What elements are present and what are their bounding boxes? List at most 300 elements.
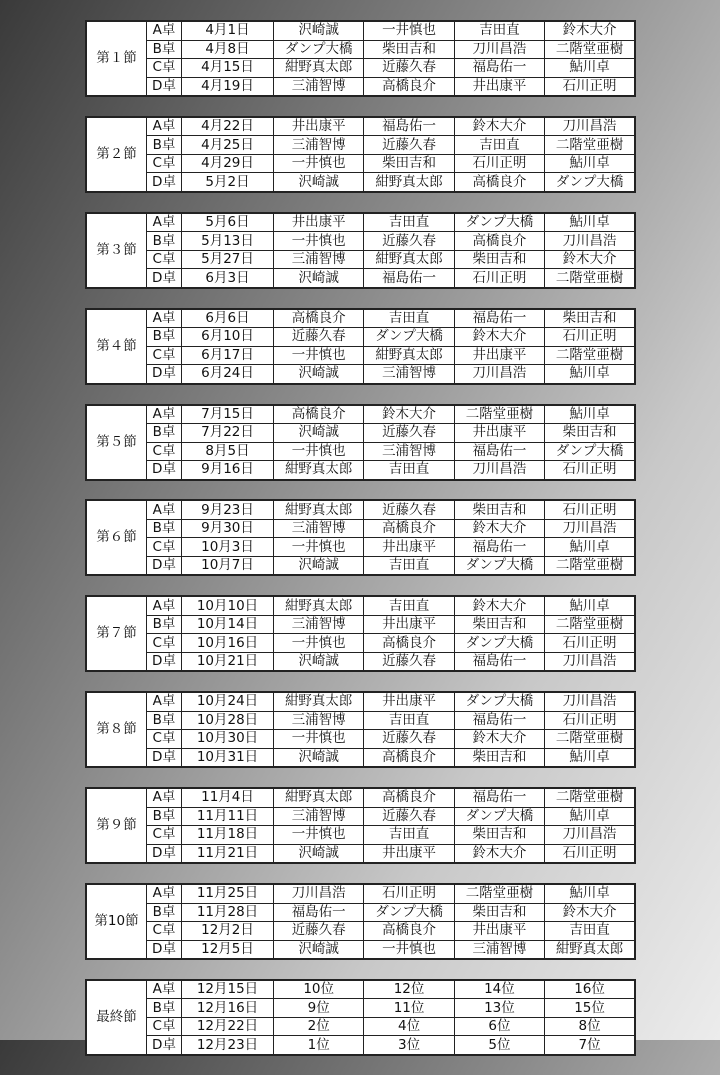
player-cell: 鈴木大介 (545, 250, 635, 269)
player-cell: 沢崎誠 (274, 21, 364, 40)
round-label: 第３節 (86, 213, 147, 288)
player-cell: 二階堂亜樹 (545, 730, 635, 749)
player-cell: 高橋良介 (364, 634, 454, 653)
table-row (86, 269, 635, 288)
player-cell: 福島佑一 (454, 711, 544, 730)
table-row (86, 117, 635, 136)
table-id: D卓 (147, 556, 182, 575)
match-date: 4月22日 (182, 117, 274, 136)
table-id: B卓 (147, 136, 182, 155)
player-cell: 鮎川卓 (545, 213, 635, 232)
round-label: 最終節 (86, 980, 147, 1055)
match-date: 4月8日 (182, 40, 274, 59)
table-id: D卓 (147, 461, 182, 480)
player-cell: 刀川昌浩 (454, 365, 544, 384)
player-cell: 柴田吉和 (364, 154, 454, 173)
player-cell: 吉田直 (364, 461, 454, 480)
player-cell: 紺野真太郎 (274, 59, 364, 78)
player-cell: ダンプ大橋 (364, 903, 454, 922)
player-cell: 一井慎也 (274, 154, 364, 173)
table-id: D卓 (147, 844, 182, 863)
table-id: B卓 (147, 424, 182, 443)
match-date: 11月18日 (182, 826, 274, 845)
player-cell: 紺野真太郎 (364, 250, 454, 269)
table-id: C卓 (147, 826, 182, 845)
player-cell: 刀川昌浩 (454, 40, 544, 59)
round-table (85, 308, 636, 385)
table-id: C卓 (147, 59, 182, 78)
player-cell: 一井慎也 (274, 538, 364, 557)
player-cell: 沢崎誠 (274, 844, 364, 863)
player-cell: 高橋良介 (364, 748, 454, 767)
player-cell: 井出康平 (454, 77, 544, 96)
table-id: B卓 (147, 615, 182, 634)
player-cell: 鮎川卓 (545, 748, 635, 767)
player-cell: 鈴木大介 (454, 117, 544, 136)
round-label: 第９節 (86, 788, 147, 863)
player-cell: 刀川昌浩 (274, 884, 364, 903)
round-table (85, 595, 636, 672)
player-cell: 近藤久春 (364, 136, 454, 155)
player-cell: 福島佑一 (454, 59, 544, 78)
player-cell: 柴田吉和 (454, 615, 544, 634)
match-date: 7月22日 (182, 424, 274, 443)
player-cell: 二階堂亜樹 (545, 556, 635, 575)
match-date: 10月30日 (182, 730, 274, 749)
table-id: D卓 (147, 365, 182, 384)
match-date: 11月11日 (182, 807, 274, 826)
player-cell: 吉田直 (454, 136, 544, 155)
player-cell: 16位 (545, 980, 635, 999)
player-cell: 柴田吉和 (364, 40, 454, 59)
player-cell: 石川正明 (454, 269, 544, 288)
match-date: 10月3日 (182, 538, 274, 557)
player-cell: 紺野真太郎 (274, 692, 364, 711)
player-cell: ダンプ大橋 (545, 442, 635, 461)
round-table (85, 212, 636, 289)
table-row (86, 940, 635, 959)
match-date: 12月22日 (182, 1017, 274, 1036)
match-date: 4月25日 (182, 136, 274, 155)
player-cell: 柴田吉和 (454, 826, 544, 845)
table-row (86, 999, 635, 1018)
player-cell: 二階堂亜樹 (545, 615, 635, 634)
player-cell: 福島佑一 (454, 652, 544, 671)
table-id: D卓 (147, 269, 182, 288)
player-cell: 沢崎誠 (274, 556, 364, 575)
table-id: A卓 (147, 596, 182, 615)
player-cell: 三浦智博 (274, 250, 364, 269)
table-id: D卓 (147, 1036, 182, 1055)
table-row (86, 556, 635, 575)
player-cell: 紺野真太郎 (545, 940, 635, 959)
match-date: 6月17日 (182, 346, 274, 365)
match-date: 12月16日 (182, 999, 274, 1018)
match-date: 11月21日 (182, 844, 274, 863)
player-cell: 近藤久春 (274, 328, 364, 347)
player-cell: 12位 (364, 980, 454, 999)
player-cell: ダンプ大橋 (454, 634, 544, 653)
round-label: 第４節 (86, 309, 147, 384)
player-cell: 一井慎也 (274, 730, 364, 749)
table-id: B卓 (147, 807, 182, 826)
player-cell: 13位 (454, 999, 544, 1018)
player-cell: 井出康平 (364, 692, 454, 711)
table-row (86, 154, 635, 173)
table-row (86, 346, 635, 365)
player-cell: 紺野真太郎 (364, 173, 454, 192)
round-table (85, 691, 636, 768)
table-row (86, 807, 635, 826)
player-cell: 鈴木大介 (454, 519, 544, 538)
match-date: 12月15日 (182, 980, 274, 999)
table-id: A卓 (147, 309, 182, 328)
player-cell: 沢崎誠 (274, 652, 364, 671)
player-cell: 一井慎也 (274, 346, 364, 365)
table-row (86, 77, 635, 96)
player-cell: 刀川昌浩 (545, 117, 635, 136)
player-cell: 高橋良介 (364, 77, 454, 96)
table-id: B卓 (147, 903, 182, 922)
table-id: A卓 (147, 980, 182, 999)
table-row (86, 40, 635, 59)
player-cell: 1位 (274, 1036, 364, 1055)
round-label: 第６節 (86, 500, 147, 575)
player-cell: 鮎川卓 (545, 807, 635, 826)
player-cell: 鈴木大介 (454, 596, 544, 615)
table-id: A卓 (147, 117, 182, 136)
player-cell: 二階堂亜樹 (545, 346, 635, 365)
player-cell: 吉田直 (364, 556, 454, 575)
table-id: A卓 (147, 884, 182, 903)
round-table (85, 499, 636, 576)
player-cell: 刀川昌浩 (545, 826, 635, 845)
round-label: 第10節 (86, 884, 147, 959)
table-row (86, 1036, 635, 1055)
player-cell: 鈴木大介 (454, 844, 544, 863)
player-cell: 二階堂亜樹 (545, 40, 635, 59)
player-cell: 鮎川卓 (545, 538, 635, 557)
player-cell: 近藤久春 (364, 424, 454, 443)
table-row (86, 232, 635, 251)
player-cell: 鮎川卓 (545, 884, 635, 903)
table-id: A卓 (147, 788, 182, 807)
player-cell: 8位 (545, 1017, 635, 1036)
table-row (86, 173, 635, 192)
player-cell: 近藤久春 (364, 730, 454, 749)
table-id: A卓 (147, 213, 182, 232)
player-cell: 井出康平 (274, 213, 364, 232)
player-cell: 3位 (364, 1036, 454, 1055)
match-date: 4月29日 (182, 154, 274, 173)
table-row (86, 788, 635, 807)
player-cell: 高橋良介 (274, 405, 364, 424)
player-cell: 柴田吉和 (545, 309, 635, 328)
match-date: 6月3日 (182, 269, 274, 288)
match-date: 12月2日 (182, 922, 274, 941)
player-cell: 福島佑一 (454, 442, 544, 461)
match-date: 6月24日 (182, 365, 274, 384)
player-cell: 鮎川卓 (545, 405, 635, 424)
player-cell: 一井慎也 (274, 826, 364, 845)
table-row (86, 692, 635, 711)
player-cell: 石川正明 (454, 154, 544, 173)
match-date: 6月6日 (182, 309, 274, 328)
table-id: D卓 (147, 748, 182, 767)
table-row (86, 826, 635, 845)
player-cell: 柴田吉和 (454, 748, 544, 767)
player-cell: 三浦智博 (274, 136, 364, 155)
table-row (86, 884, 635, 903)
match-date: 5月27日 (182, 250, 274, 269)
table-row (86, 980, 635, 999)
round-label: 第８節 (86, 692, 147, 767)
player-cell: 高橋良介 (364, 788, 454, 807)
table-row (86, 711, 635, 730)
player-cell: 鈴木大介 (454, 730, 544, 749)
table-id: B卓 (147, 232, 182, 251)
player-cell: 沢崎誠 (274, 748, 364, 767)
table-id: A卓 (147, 405, 182, 424)
player-cell: 三浦智博 (274, 711, 364, 730)
player-cell: 福島佑一 (454, 538, 544, 557)
player-cell: 一井慎也 (274, 442, 364, 461)
table-id: D卓 (147, 652, 182, 671)
player-cell: 刀川昌浩 (454, 461, 544, 480)
player-cell: 井出康平 (364, 538, 454, 557)
player-cell: 14位 (454, 980, 544, 999)
round-table (85, 787, 636, 864)
player-cell: 三浦智博 (364, 365, 454, 384)
table-id: C卓 (147, 922, 182, 941)
round-label: 第５節 (86, 405, 147, 480)
player-cell: 鮎川卓 (545, 154, 635, 173)
table-row (86, 136, 635, 155)
player-cell: 井出康平 (454, 346, 544, 365)
match-date: 4月1日 (182, 21, 274, 40)
match-date: 5月2日 (182, 173, 274, 192)
player-cell: 紺野真太郎 (274, 461, 364, 480)
player-cell: 二階堂亜樹 (454, 884, 544, 903)
match-date: 10月31日 (182, 748, 274, 767)
player-cell: 鈴木大介 (545, 21, 635, 40)
table-row (86, 922, 635, 941)
round-table (85, 116, 636, 193)
table-row (86, 424, 635, 443)
player-cell: 井出康平 (364, 844, 454, 863)
player-cell: 10位 (274, 980, 364, 999)
match-date: 8月5日 (182, 442, 274, 461)
player-cell: 沢崎誠 (274, 424, 364, 443)
player-cell: 刀川昌浩 (545, 692, 635, 711)
round-table (85, 20, 636, 97)
player-cell: 福島佑一 (454, 309, 544, 328)
match-date: 7月15日 (182, 405, 274, 424)
match-date: 10月10日 (182, 596, 274, 615)
round-label: 第１節 (86, 21, 147, 96)
player-cell: 11位 (364, 999, 454, 1018)
table-id: D卓 (147, 173, 182, 192)
player-cell: 二階堂亜樹 (545, 788, 635, 807)
player-cell: 鮎川卓 (545, 596, 635, 615)
match-date: 12月5日 (182, 940, 274, 959)
player-cell: 福島佑一 (364, 269, 454, 288)
player-cell: 高橋良介 (364, 922, 454, 941)
player-cell: 近藤久春 (364, 652, 454, 671)
player-cell: 2位 (274, 1017, 364, 1036)
player-cell: 7位 (545, 1036, 635, 1055)
table-id: A卓 (147, 500, 182, 519)
player-cell: ダンプ大橋 (545, 173, 635, 192)
player-cell: 三浦智博 (454, 940, 544, 959)
table-row (86, 309, 635, 328)
match-date: 5月13日 (182, 232, 274, 251)
player-cell: ダンプ大橋 (274, 40, 364, 59)
player-cell: 紺野真太郎 (274, 788, 364, 807)
player-cell: 吉田直 (454, 21, 544, 40)
player-cell: 柴田吉和 (545, 424, 635, 443)
schedule (85, 20, 636, 1075)
player-cell: 石川正明 (364, 884, 454, 903)
match-date: 10月28日 (182, 711, 274, 730)
table-id: B卓 (147, 328, 182, 347)
table-row (86, 21, 635, 40)
round-table (85, 979, 636, 1056)
table-row (86, 500, 635, 519)
match-date: 5月6日 (182, 213, 274, 232)
player-cell: 石川正明 (545, 77, 635, 96)
player-cell: 紺野真太郎 (274, 596, 364, 615)
match-date: 10月16日 (182, 634, 274, 653)
table-row (86, 519, 635, 538)
player-cell: 石川正明 (545, 500, 635, 519)
player-cell: 鈴木大介 (364, 405, 454, 424)
table-row (86, 615, 635, 634)
match-date: 10月21日 (182, 652, 274, 671)
player-cell: 三浦智博 (274, 77, 364, 96)
match-date: 10月24日 (182, 692, 274, 711)
player-cell: 一井慎也 (364, 21, 454, 40)
table-id: A卓 (147, 692, 182, 711)
player-cell: 沢崎誠 (274, 173, 364, 192)
player-cell: 一井慎也 (364, 940, 454, 959)
player-cell: 吉田直 (364, 309, 454, 328)
player-cell: 石川正明 (545, 844, 635, 863)
player-cell: 井出康平 (454, 424, 544, 443)
table-row (86, 903, 635, 922)
player-cell: 15位 (545, 999, 635, 1018)
player-cell: 鮎川卓 (545, 365, 635, 384)
player-cell: 吉田直 (364, 826, 454, 845)
round-label: 第２節 (86, 117, 147, 192)
player-cell: ダンプ大橋 (454, 556, 544, 575)
table-row (86, 365, 635, 384)
table-row (86, 538, 635, 557)
player-cell: 刀川昌浩 (545, 519, 635, 538)
table-id: C卓 (147, 250, 182, 269)
match-date: 10月14日 (182, 615, 274, 634)
match-date: 12月23日 (182, 1036, 274, 1055)
player-cell: 二階堂亜樹 (545, 136, 635, 155)
player-cell: 三浦智博 (364, 442, 454, 461)
player-cell: 近藤久春 (274, 922, 364, 941)
table-id: C卓 (147, 538, 182, 557)
player-cell: 近藤久春 (364, 500, 454, 519)
table-id: B卓 (147, 519, 182, 538)
player-cell: 三浦智博 (274, 807, 364, 826)
table-id: D卓 (147, 77, 182, 96)
player-cell: 吉田直 (364, 711, 454, 730)
player-cell: 5位 (454, 1036, 544, 1055)
player-cell: ダンプ大橋 (364, 328, 454, 347)
player-cell: 刀川昌浩 (545, 232, 635, 251)
round-label: 第７節 (86, 596, 147, 671)
table-id: C卓 (147, 346, 182, 365)
player-cell: 井出康平 (364, 615, 454, 634)
player-cell: ダンプ大橋 (454, 807, 544, 826)
table-id: C卓 (147, 1017, 182, 1036)
player-cell: 高橋良介 (364, 519, 454, 538)
table-id: B卓 (147, 999, 182, 1018)
table-row (86, 596, 635, 615)
match-date: 11月25日 (182, 884, 274, 903)
player-cell: 9位 (274, 999, 364, 1018)
player-cell: 福島佑一 (364, 117, 454, 136)
player-cell: 鈴木大介 (545, 903, 635, 922)
player-cell: 6位 (454, 1017, 544, 1036)
table-row (86, 634, 635, 653)
player-cell: 石川正明 (545, 634, 635, 653)
table-row (86, 461, 635, 480)
table-id: B卓 (147, 40, 182, 59)
player-cell: 柴田吉和 (454, 903, 544, 922)
player-cell: 石川正明 (545, 711, 635, 730)
table-row (86, 1017, 635, 1036)
player-cell: 福島佑一 (274, 903, 364, 922)
table-id: C卓 (147, 154, 182, 173)
player-cell: ダンプ大橋 (454, 692, 544, 711)
table-row (86, 213, 635, 232)
match-date: 4月19日 (182, 77, 274, 96)
player-cell: 沢崎誠 (274, 365, 364, 384)
player-cell: 鮎川卓 (545, 59, 635, 78)
table-row (86, 250, 635, 269)
table-row (86, 748, 635, 767)
player-cell: 高橋良介 (274, 309, 364, 328)
round-table (85, 404, 636, 481)
table-row (86, 730, 635, 749)
player-cell: 沢崎誠 (274, 269, 364, 288)
player-cell: 紺野真太郎 (364, 346, 454, 365)
player-cell: 柴田吉和 (454, 250, 544, 269)
player-cell: 近藤久春 (364, 232, 454, 251)
player-cell: 一井慎也 (274, 232, 364, 251)
player-cell: 柴田吉和 (454, 500, 544, 519)
player-cell: 近藤久春 (364, 59, 454, 78)
player-cell: 石川正明 (545, 461, 635, 480)
player-cell: 近藤久春 (364, 807, 454, 826)
round-table (85, 883, 636, 960)
player-cell: 福島佑一 (454, 788, 544, 807)
table-row (86, 328, 635, 347)
player-cell: 4位 (364, 1017, 454, 1036)
player-cell: 井出康平 (274, 117, 364, 136)
table-id: C卓 (147, 634, 182, 653)
table-row (86, 442, 635, 461)
player-cell: 井出康平 (454, 922, 544, 941)
table-id: A卓 (147, 21, 182, 40)
player-cell: 高橋良介 (454, 232, 544, 251)
